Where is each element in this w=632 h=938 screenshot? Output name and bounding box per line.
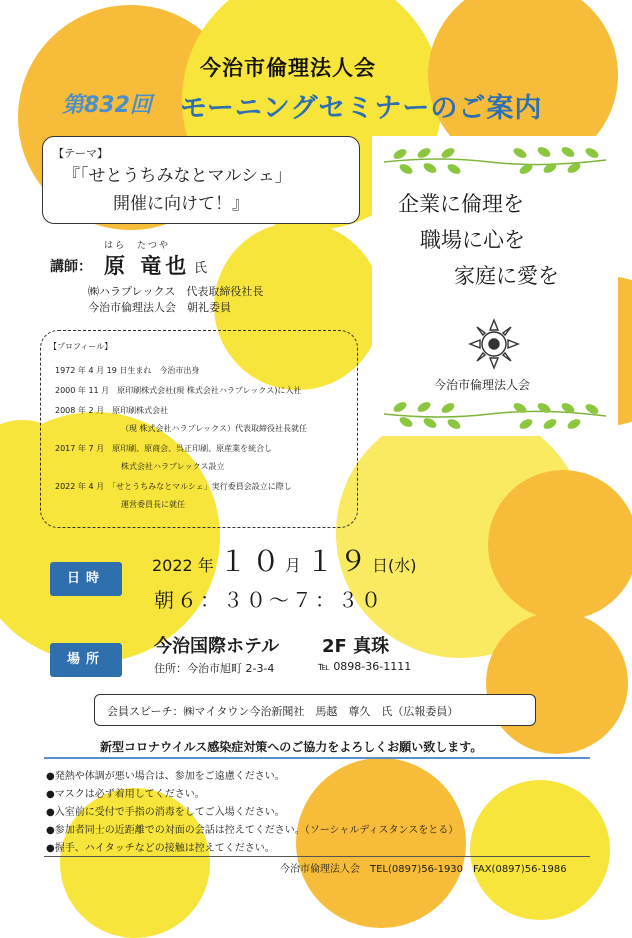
theme-text-line: 『「せとうちみなとマルシェ」	[63, 166, 292, 186]
organization-title: 今治市倫理法人会	[200, 56, 376, 80]
profile-line: 2008 年 2 月 原印刷株式会社	[55, 406, 169, 415]
venue-address: 住所：今治市旭町 2-3-4	[154, 662, 275, 675]
slogan-line: 職場に心を	[420, 228, 525, 252]
covid-notice-title: 新型コロナウイルス感染症対策へのご協力をよろしくお願い致します。	[100, 740, 483, 754]
member-speech-box	[94, 694, 536, 726]
event-month-unit: 月	[284, 556, 301, 575]
slogan-line: 家庭に愛を	[454, 264, 559, 288]
profile-line: 2000 年 11 月 原印刷株式会社(現 株式会社ハラプレックス)に入社	[55, 386, 302, 395]
place-tag: 場所	[50, 643, 122, 677]
covid-rule: ●握手、ハイタッチなどの接触は控えてください。	[46, 843, 275, 854]
lecturer-label: 講師：	[50, 259, 92, 275]
deco-circle	[488, 470, 632, 620]
covid-rule: ●入室前に受付で手指の消毒をしてご入場ください。	[46, 807, 285, 818]
divider	[44, 856, 590, 857]
lecturer-name-reading: はら たつや	[104, 241, 171, 251]
profile-line: （現 株式会社ハラプレックス）代表取締役社長就任	[121, 424, 308, 433]
emblem-icon	[466, 316, 522, 372]
deco-circle	[296, 758, 466, 928]
leaf-vine-icon	[380, 398, 610, 432]
divider	[44, 757, 590, 759]
slogan-organization: 今治市倫理法人会	[434, 378, 531, 392]
venue-room: 2F 真珠	[322, 636, 390, 657]
seminar-title: モーニングセミナーのご案内	[180, 93, 543, 124]
session-number: 第832回	[62, 93, 152, 118]
profile-line: 株式会社ハラプレックス設立	[121, 462, 225, 471]
event-date	[152, 540, 417, 580]
lecturer-affiliation: 今治市倫理法人会 朝礼委員	[88, 301, 231, 314]
covid-rule: ●発熱や体調が悪い場合は、参加をご遠慮ください。	[46, 771, 285, 782]
leaf-vine-icon	[380, 142, 610, 176]
profile-line: 運営委員長に就任	[121, 500, 185, 509]
footer-contact: 今治市倫理法人会 TEL(0897)56-1930 FAX(0897)56-1986	[280, 864, 567, 875]
venue-name: 今治国際ホテル	[154, 636, 280, 657]
event-day: １９	[306, 545, 373, 578]
lecturer-honorific: 氏	[194, 261, 208, 276]
event-month: １０	[218, 545, 285, 578]
event-day-unit: 日(水)	[372, 556, 417, 575]
profile-line: 1972 年 4 月 19 日生まれ 今治市出身	[55, 366, 200, 375]
slogan-line: 企業に倫理を	[398, 192, 524, 216]
profile-box	[40, 330, 358, 528]
event-year: 2022 年	[152, 556, 214, 575]
profile-line: 2022 年 4 月 「せとうちみなとマルシェ」実行委員会設立に際し	[55, 482, 292, 491]
event-time: 朝６：３０～７：３０	[154, 588, 384, 612]
covid-rule: ●参加者同士の近距離での対面の会話は控えてください。（ソーシャルディスタンスをとる）	[46, 825, 459, 836]
member-speech: 会員スピーチ：㈱マイタウン今治新聞社 馬越 尊久 氏（広報委員）	[107, 705, 459, 718]
profile-line: 2017 年 7 月 原印刷、原商会、呉正印刷、原産業を統合し	[55, 444, 273, 453]
deco-circle	[470, 780, 610, 920]
venue-phone: ℡ 0898-36-1111	[318, 660, 412, 673]
slogan-panel	[372, 136, 618, 436]
profile-label: 【プロフィール】	[49, 342, 113, 351]
lecturer-affiliation: ㈱ハラプレックス 代表取締役社長	[88, 285, 264, 298]
theme-label: 【テーマ】	[53, 147, 108, 160]
theme-box	[42, 136, 360, 224]
deco-circle	[486, 612, 628, 754]
date-tag: 日時	[50, 562, 122, 596]
lecturer-name: 原 竜也	[104, 254, 191, 278]
covid-rule: ●マスクは必ず着用してください。	[46, 789, 205, 800]
theme-text-line: 開催に向けて！』	[113, 194, 249, 214]
